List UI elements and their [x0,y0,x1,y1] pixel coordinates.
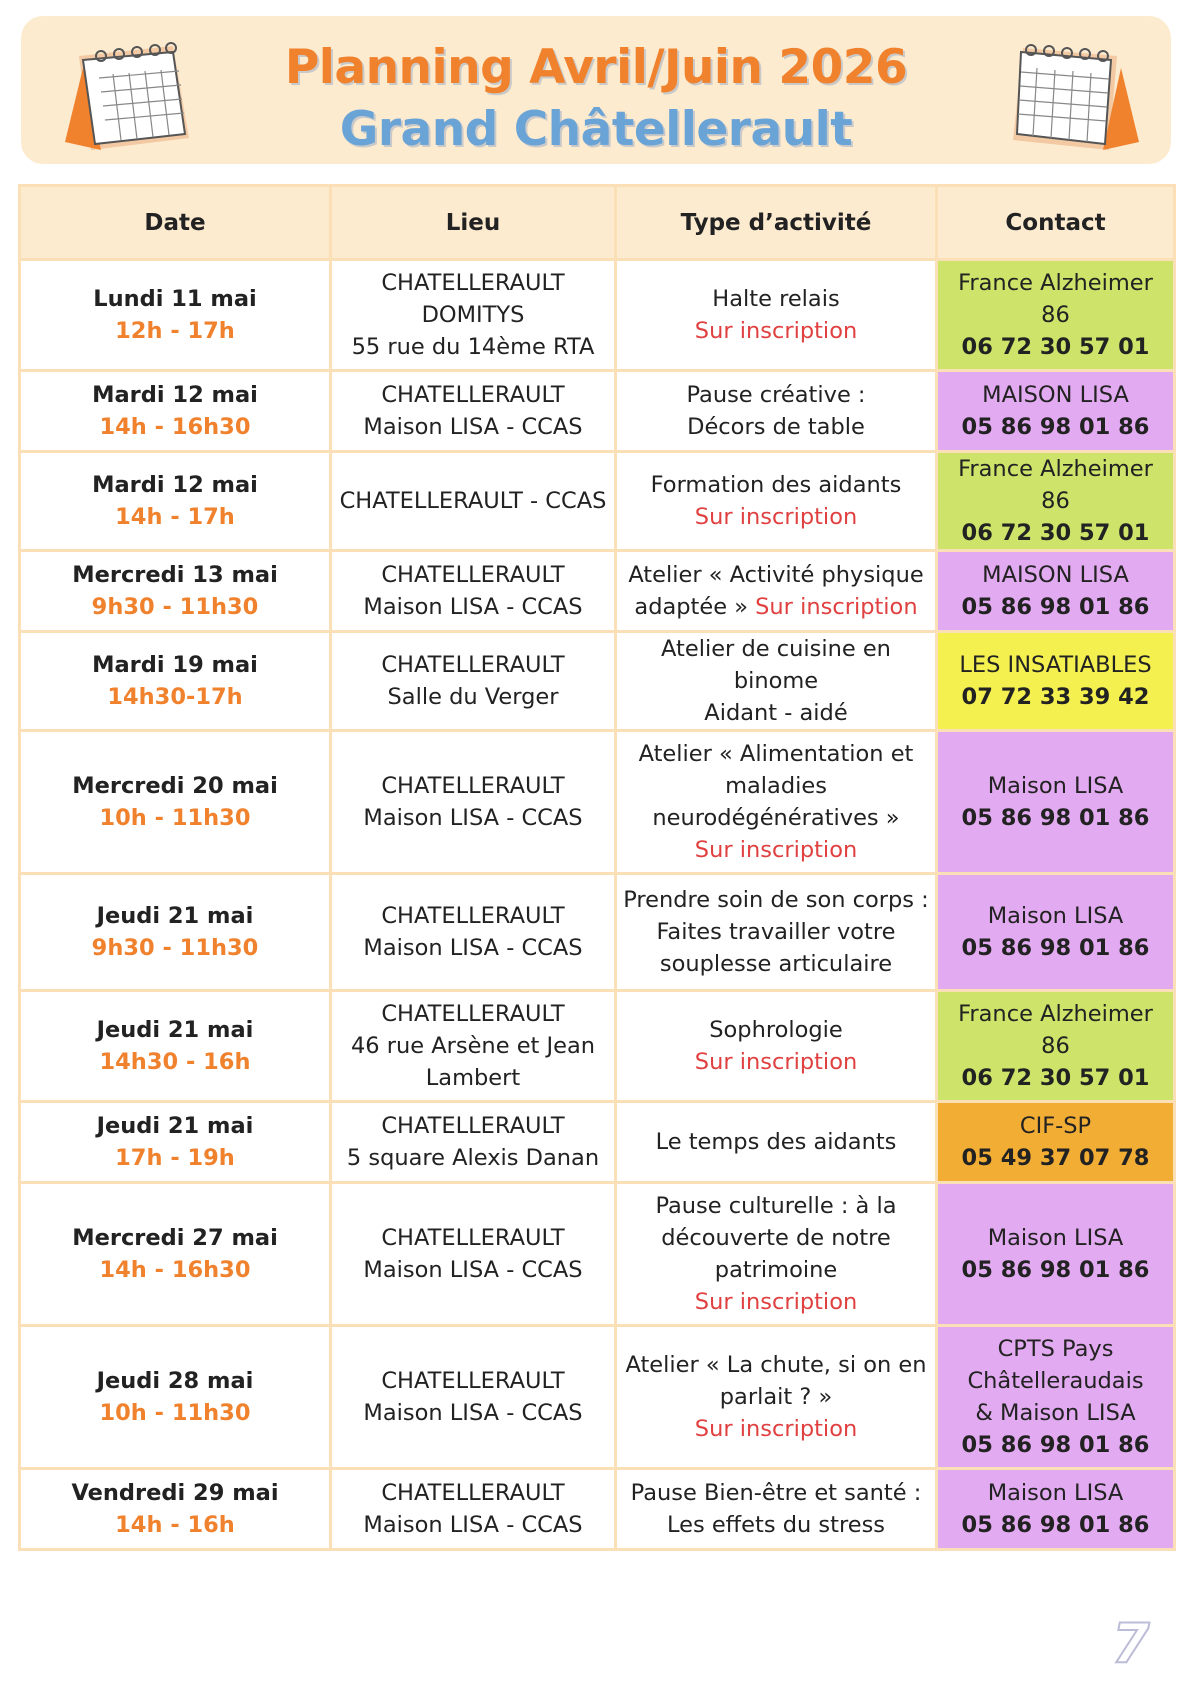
activity-line: Pause créative : [686,382,866,408]
activity-line: Prendre soin de son corps : [623,887,929,913]
page-subtitle: Grand Châtellerault [339,102,853,157]
event-day: Jeudi 21 mai [96,1017,254,1043]
date-cell [20,371,331,452]
place-line: Salle du Verger [387,684,559,710]
contact-phone: 07 72 33 39 42 [961,684,1150,710]
contact-cell [937,1102,1175,1183]
date-cell [20,1469,331,1550]
table-row [20,260,1175,371]
place-cell [331,991,616,1102]
event-time: 17h - 19h [115,1145,235,1171]
table-row [20,731,1175,874]
activity-line: découverte de notre [661,1225,891,1251]
activity-text: adaptée » [634,594,748,620]
table-row [20,1469,1175,1550]
event-time: 14h - 16h30 [99,1257,251,1283]
place-cell [331,1469,616,1550]
inscription-note: Sur inscription [694,837,858,863]
event-time: 14h - 17h [115,504,235,530]
event-time: 12h - 17h [115,318,235,344]
event-time: 9h30 - 11h30 [91,594,259,620]
activity-line: Halte relais [712,286,840,312]
place-line: CHATELLERAULT [381,382,565,408]
place-cell [331,551,616,632]
activity-line: maladies [725,773,827,799]
activity-line: Atelier « Activité physique [628,562,924,588]
contact-cell [937,551,1175,632]
place-cell [331,632,616,731]
contact-phone: 06 72 30 57 01 [961,334,1150,360]
activity-line: Les effets du stress [666,1512,886,1538]
activity-cell [616,1183,937,1326]
place-line: CHATELLERAULT [381,773,565,799]
table-row [20,551,1175,632]
event-time: 14h - 16h30 [99,414,251,440]
contact-phone: 05 49 37 07 78 [961,1145,1150,1171]
contact-name: France Alzheimer 86 [958,1001,1153,1059]
page-title: Planning Avril/Juin 2026 [284,40,908,95]
contact-cell [937,991,1175,1102]
contact-cell [937,260,1175,371]
event-day: Mardi 12 mai [92,382,258,408]
contact-phone: 05 86 98 01 86 [961,805,1150,831]
place-cell [331,371,616,452]
date-cell [20,1183,331,1326]
activity-line: Aidant - aidé [704,700,848,726]
date-cell [20,452,331,551]
place-line: CHATELLERAULT [381,903,565,929]
inscription-note: Sur inscription [755,594,918,620]
contact-name: CPTS Pays Châtelleraudais & Maison LISA [967,1336,1144,1426]
page-number: 7 [1112,1612,1150,1675]
event-day: Mardi 19 mai [92,652,258,678]
place-line: Maison LISA - CCAS [363,1257,583,1283]
place-line: Maison LISA - CCAS [363,414,583,440]
activity-cell [616,551,937,632]
contact-phone: 06 72 30 57 01 [961,520,1150,546]
place-cell [331,874,616,991]
place-line: CHATELLERAULT [381,1113,565,1139]
activity-line: Pause Bien-être et santé : [630,1480,922,1506]
table-row [20,632,1175,731]
contact-cell [937,1326,1175,1469]
activity-cell [616,991,937,1102]
activity-line: Atelier « La chute, si on en [625,1352,927,1378]
place-line: CHATELLERAULT [381,1480,565,1506]
place-cell [331,1102,616,1183]
event-time: 14h30 - 16h [99,1049,251,1075]
column-header-place: Lieu [331,186,616,260]
event-day: Jeudi 28 mai [96,1368,254,1394]
contact-cell [937,731,1175,874]
contact-cell [937,371,1175,452]
place-line: Lambert [425,1065,521,1091]
activity-cell [616,1102,937,1183]
event-day: Mercredi 13 mai [72,562,278,588]
activity-line: Atelier « Alimentation et [638,741,914,767]
place-line: DOMITYS [421,302,525,328]
activity-cell [616,452,937,551]
date-cell [20,991,331,1102]
place-line: CHATELLERAULT [381,1225,565,1251]
place-line: Maison LISA - CCAS [363,935,583,961]
place-cell [331,1326,616,1469]
contact-phone: 05 86 98 01 86 [961,414,1150,440]
page-header [21,16,1171,164]
inscription-note: Sur inscription [694,504,858,530]
contact-name: Maison LISA [987,773,1124,799]
contact-cell [937,1469,1175,1550]
activity-line: Décors de table [687,414,865,440]
column-header-contact: Contact [937,186,1175,260]
contact-cell [937,452,1175,551]
table-header-row [20,186,1175,260]
place-line: 46 rue Arsène et Jean [350,1033,596,1059]
activity-line: Faites travailler votre [656,919,896,945]
contact-cell [937,1183,1175,1326]
place-line: Maison LISA - CCAS [363,594,583,620]
event-day: Jeudi 21 mai [96,1113,254,1139]
place-line: CHATELLERAULT [381,562,565,588]
contact-name: LES INSATIABLES [959,652,1152,678]
activity-line: Atelier de cuisine en binome [661,636,891,694]
event-day: Mercredi 27 mai [72,1225,278,1251]
place-line: Maison LISA - CCAS [363,1512,583,1538]
date-cell [20,551,331,632]
activity-line: patrimoine [714,1257,838,1283]
place-cell [331,452,616,551]
activity-line: Le temps des aidants [655,1129,897,1155]
table-row [20,1183,1175,1326]
event-time: 14h30-17h [107,684,243,710]
date-cell [20,1102,331,1183]
contact-cell [937,632,1175,731]
event-day: Vendredi 29 mai [71,1480,279,1506]
planning-table [18,184,1176,1551]
activity-cell [616,260,937,371]
place-line: Maison LISA - CCAS [363,805,583,831]
place-line: CHATELLERAULT - CCAS [339,488,607,514]
activity-line: Formation des aidants [650,472,902,498]
activity-cell [616,874,937,991]
event-time: 9h30 - 11h30 [91,935,259,961]
table-row [20,1102,1175,1183]
contact-phone: 05 86 98 01 86 [961,1257,1150,1283]
activity-cell [616,1326,937,1469]
contact-phone: 06 72 30 57 01 [961,1065,1150,1091]
date-cell [20,260,331,371]
contact-phone: 05 86 98 01 86 [961,1432,1150,1458]
activity-line: parlait ? » [719,1384,833,1410]
table-row [20,874,1175,991]
contact-phone: 05 86 98 01 86 [961,1512,1150,1538]
place-cell [331,260,616,371]
activity-line [621,591,931,623]
contact-phone: 05 86 98 01 86 [961,594,1150,620]
contact-name: MAISON LISA [982,382,1129,408]
date-cell [20,1326,331,1469]
place-line: Maison LISA - CCAS [363,1400,583,1426]
contact-name: MAISON LISA [982,562,1129,588]
place-line: 55 rue du 14ème RTA [351,334,595,360]
contact-name: France Alzheimer 86 [958,270,1153,328]
inscription-note: Sur inscription [694,318,858,344]
activity-cell [616,731,937,874]
contact-phone: 05 86 98 01 86 [961,935,1150,961]
inscription-note: Sur inscription [694,1416,858,1442]
column-header-activity: Type d’activité [616,186,937,260]
activity-cell [616,371,937,452]
table-row [20,452,1175,551]
activity-line: Sophrologie [709,1017,843,1043]
table-row [20,991,1175,1102]
date-cell [20,731,331,874]
event-time: 10h - 11h30 [99,1400,251,1426]
place-line: CHATELLERAULT [381,1368,565,1394]
place-line: CHATELLERAULT [381,652,565,678]
event-day: Jeudi 21 mai [96,903,254,929]
event-time: 10h - 11h30 [99,805,251,831]
place-line: CHATELLERAULT [381,270,565,296]
activity-line: Pause culturelle : à la [655,1193,897,1219]
contact-name: Maison LISA [987,903,1124,929]
place-line: CHATELLERAULT [381,1001,565,1027]
event-day: Lundi 11 mai [93,286,257,312]
inscription-note: Sur inscription [694,1289,858,1315]
activity-cell [616,1469,937,1550]
date-cell [20,874,331,991]
place-cell [331,731,616,874]
event-day: Mercredi 20 mai [72,773,278,799]
column-header-date: Date [20,186,331,260]
table-row [20,1326,1175,1469]
event-day: Mardi 12 mai [92,472,258,498]
date-cell [20,632,331,731]
place-line: 5 square Alexis Danan [346,1145,600,1171]
event-time: 14h - 16h [115,1512,235,1538]
contact-name: Maison LISA [987,1480,1124,1506]
table-row [20,371,1175,452]
contact-cell [937,874,1175,991]
activity-line: souplesse articulaire [659,951,893,977]
activity-line: neurodégénératives » [652,805,900,831]
place-cell [331,1183,616,1326]
table-body [20,260,1175,1550]
contact-name: France Alzheimer 86 [958,456,1153,514]
activity-cell [616,632,937,731]
inscription-note: Sur inscription [694,1049,858,1075]
contact-name: Maison LISA [987,1225,1124,1251]
contact-name: CIF-SP [1019,1113,1092,1139]
